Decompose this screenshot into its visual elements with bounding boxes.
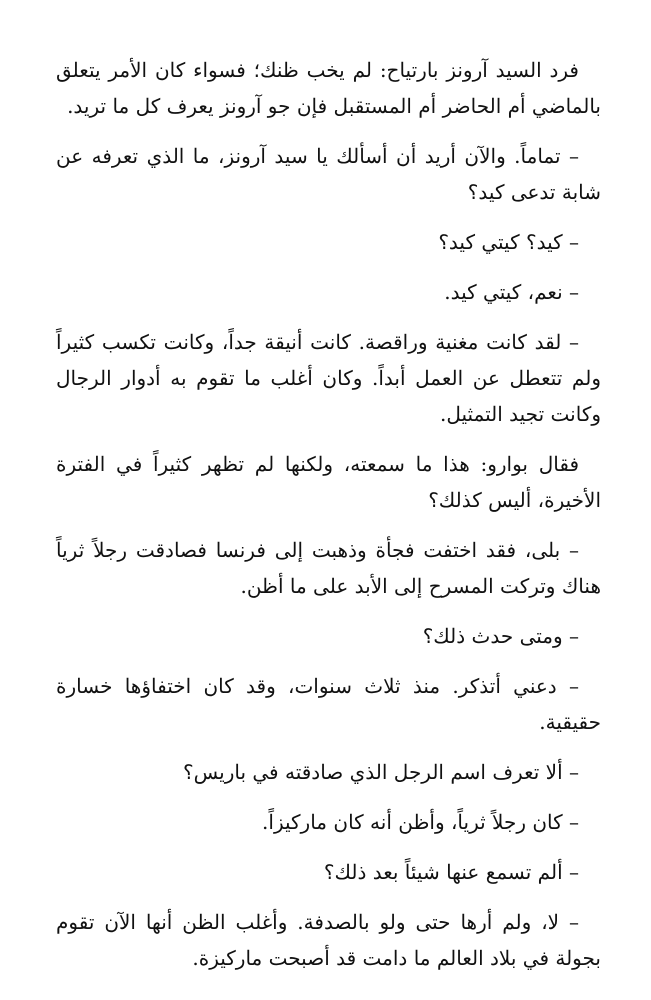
paragraph-heard-since: – ألم تسمع عنها شيئاً بعد ذلك؟ bbox=[323, 860, 579, 884]
paragraph-world-tour: – لا، ولم أرها حتى ولو بالصدفة. وأغلب الظن أنها الآن تقوم بجولة في بلاد العالم ما دامت قد أصبحت ماركيزة. bbox=[56, 910, 601, 970]
paragraph-went-to-france: – بلى، فقد اختفت فجأة وذهبت إلى فرنسا فصادقت رجلاً ثرياً هناك وتركت المسرح إلى الأبد على ما أظن. bbox=[56, 538, 601, 598]
paragraph-kitty-kidd-question: – كيد؟ كيتي كيد؟ bbox=[438, 230, 579, 254]
paragraph-man-in-paris: – ألا تعرف اسم الرجل الذي صادقته في باريس؟ bbox=[183, 760, 579, 784]
paragraph-when-happened: – ومتى حدث ذلك؟ bbox=[422, 624, 579, 648]
paragraph-poirot-remark: فقال بوارو: هذا ما سمعته، ولكنها لم تظهر كثيراً في الفترة الأخيرة، أليس كذلك؟ bbox=[56, 452, 601, 512]
paragraph-marquis: – كان رجلاً ثرياً، وأظن أنه كان ماركيزاً. bbox=[262, 810, 579, 834]
paragraph-question-kidd: – تماماً. والآن أريد أن أسألك يا سيد آرونز، ما الذي تعرفه عن شابة تدعى كيد؟ bbox=[56, 144, 601, 204]
paragraph-aarons-reply: فرد السيد آرونز بارتياح: لم يخب ظنك؛ فسواء كان الأمر يتعلق بالماضي أم الحاضر أم المستقبل فإن جو آرونز يعرف كل ما تريد. bbox=[56, 58, 601, 118]
paragraph-three-years-ago: – دعني أتذكر. منذ ثلاث سنوات، وقد كان اختفاؤها خسارة حقيقية. bbox=[56, 674, 601, 734]
paragraph-singer-dancer: – لقد كانت مغنية وراقصة. كانت أنيقة جداً، وكانت تكسب كثيراً ولم تتعطل عن العمل أبداً. وكان أغلب ما تقوم به أدوار الرجال وكانت تجيد التمثيل. bbox=[56, 330, 601, 426]
paragraph-yes-kitty-kidd: – نعم، كيتي كيد. bbox=[444, 280, 579, 304]
